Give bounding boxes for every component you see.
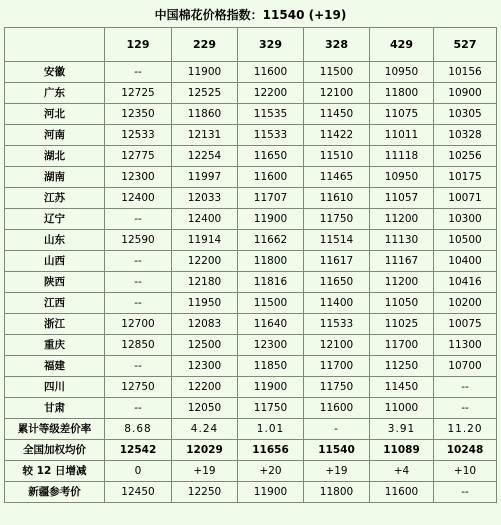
price-cell: 11617 bbox=[304, 251, 370, 272]
price-cell: 12700 bbox=[105, 314, 172, 335]
price-cell: 11997 bbox=[172, 167, 238, 188]
price-cell: 12254 bbox=[172, 146, 238, 167]
price-cell: 11535 bbox=[238, 104, 304, 125]
province-label: 甘肃 bbox=[5, 398, 105, 419]
price-cell: 12775 bbox=[105, 146, 172, 167]
summary-cell: 11656 bbox=[238, 440, 304, 461]
price-cell: -- bbox=[434, 377, 497, 398]
price-cell: 12300 bbox=[172, 356, 238, 377]
price-cell: 11900 bbox=[238, 377, 304, 398]
table-row bbox=[5, 398, 497, 419]
province-label: 福建 bbox=[5, 356, 105, 377]
price-cell: 12200 bbox=[172, 377, 238, 398]
price-cell: 11900 bbox=[238, 209, 304, 230]
price-cell: 11600 bbox=[238, 167, 304, 188]
table-body bbox=[5, 62, 497, 503]
cotton-price-table bbox=[4, 27, 497, 503]
province-label: 江苏 bbox=[5, 188, 105, 209]
price-cell: 12400 bbox=[105, 188, 172, 209]
table-row bbox=[5, 251, 497, 272]
price-cell: 11050 bbox=[370, 293, 434, 314]
price-cell: 11514 bbox=[304, 230, 370, 251]
price-cell: 12350 bbox=[105, 104, 172, 125]
price-cell: -- bbox=[105, 62, 172, 83]
price-cell: 11450 bbox=[304, 104, 370, 125]
price-cell: 12750 bbox=[105, 377, 172, 398]
header-col: 129 bbox=[105, 28, 172, 62]
price-cell: 12850 bbox=[105, 335, 172, 356]
table-row bbox=[5, 314, 497, 335]
header-col: 229 bbox=[172, 28, 238, 62]
price-cell: 11167 bbox=[370, 251, 434, 272]
price-cell: 11707 bbox=[238, 188, 304, 209]
summary-cell: 11900 bbox=[238, 482, 304, 503]
summary-cell: 12029 bbox=[172, 440, 238, 461]
province-label: 山西 bbox=[5, 251, 105, 272]
price-cell: 12131 bbox=[172, 125, 238, 146]
price-cell: 12180 bbox=[172, 272, 238, 293]
price-cell: 11200 bbox=[370, 272, 434, 293]
summary-cell: 11600 bbox=[370, 482, 434, 503]
table-row bbox=[5, 356, 497, 377]
price-cell: 12400 bbox=[172, 209, 238, 230]
summary-cell: +19 bbox=[304, 461, 370, 482]
header-col: 328 bbox=[304, 28, 370, 62]
price-cell: 11422 bbox=[304, 125, 370, 146]
price-cell: 11500 bbox=[304, 62, 370, 83]
summary-cell: 11089 bbox=[370, 440, 434, 461]
summary-cell: +20 bbox=[238, 461, 304, 482]
summary-row bbox=[5, 419, 497, 440]
price-cell: 12533 bbox=[105, 125, 172, 146]
table-row bbox=[5, 230, 497, 251]
summary-cell: 11800 bbox=[304, 482, 370, 503]
summary-row bbox=[5, 461, 497, 482]
province-label: 安徽 bbox=[5, 62, 105, 83]
price-cell: -- bbox=[105, 356, 172, 377]
price-cell: 10200 bbox=[434, 293, 497, 314]
price-cell: 11816 bbox=[238, 272, 304, 293]
header-col: 429 bbox=[370, 28, 434, 62]
table-row bbox=[5, 167, 497, 188]
province-label: 河北 bbox=[5, 104, 105, 125]
price-cell: 11400 bbox=[304, 293, 370, 314]
price-cell: -- bbox=[105, 272, 172, 293]
summary-label: 新疆参考价 bbox=[5, 482, 105, 503]
header-corner bbox=[5, 28, 105, 62]
price-cell: 11118 bbox=[370, 146, 434, 167]
price-cell: 12300 bbox=[105, 167, 172, 188]
price-cell: 12200 bbox=[172, 251, 238, 272]
price-cell: 10075 bbox=[434, 314, 497, 335]
summary-label: 全国加权均价 bbox=[5, 440, 105, 461]
price-cell: 12100 bbox=[304, 335, 370, 356]
price-cell: 12033 bbox=[172, 188, 238, 209]
summary-row bbox=[5, 440, 497, 461]
price-cell: 11600 bbox=[238, 62, 304, 83]
province-label: 浙江 bbox=[5, 314, 105, 335]
summary-row bbox=[5, 482, 497, 503]
price-cell: 10700 bbox=[434, 356, 497, 377]
table-row bbox=[5, 83, 497, 104]
price-cell: 10175 bbox=[434, 167, 497, 188]
price-cell: 11000 bbox=[370, 398, 434, 419]
price-cell: 12300 bbox=[238, 335, 304, 356]
province-label: 辽宁 bbox=[5, 209, 105, 230]
summary-cell: 1.01 bbox=[238, 419, 304, 440]
price-cell: 10256 bbox=[434, 146, 497, 167]
price-cell: 12050 bbox=[172, 398, 238, 419]
price-cell: 11750 bbox=[304, 209, 370, 230]
price-cell: 12200 bbox=[238, 83, 304, 104]
price-cell: 11510 bbox=[304, 146, 370, 167]
province-label: 湖北 bbox=[5, 146, 105, 167]
price-cell: 11250 bbox=[370, 356, 434, 377]
summary-cell: 12250 bbox=[172, 482, 238, 503]
province-label: 广东 bbox=[5, 83, 105, 104]
summary-cell: +10 bbox=[434, 461, 497, 482]
header-col: 329 bbox=[238, 28, 304, 62]
province-label: 陕西 bbox=[5, 272, 105, 293]
price-cell: 10400 bbox=[434, 251, 497, 272]
province-label: 湖南 bbox=[5, 167, 105, 188]
table-row bbox=[5, 188, 497, 209]
price-cell: 11465 bbox=[304, 167, 370, 188]
price-cell: 11750 bbox=[304, 377, 370, 398]
price-cell: 11650 bbox=[238, 146, 304, 167]
price-cell: -- bbox=[105, 398, 172, 419]
price-cell: 11300 bbox=[434, 335, 497, 356]
summary-cell: 12450 bbox=[105, 482, 172, 503]
province-label: 四川 bbox=[5, 377, 105, 398]
price-cell: 11640 bbox=[238, 314, 304, 335]
price-cell: 11800 bbox=[238, 251, 304, 272]
price-cell: 12500 bbox=[172, 335, 238, 356]
summary-label: 累计等级差价率 bbox=[5, 419, 105, 440]
price-cell: 11914 bbox=[172, 230, 238, 251]
price-cell: -- bbox=[434, 398, 497, 419]
price-cell: 11800 bbox=[370, 83, 434, 104]
summary-cell: +4 bbox=[370, 461, 434, 482]
price-cell: -- bbox=[105, 293, 172, 314]
price-cell: 12525 bbox=[172, 83, 238, 104]
price-cell: 12725 bbox=[105, 83, 172, 104]
price-cell: 11750 bbox=[238, 398, 304, 419]
price-cell: 11533 bbox=[304, 314, 370, 335]
summary-cell: 0 bbox=[105, 461, 172, 482]
price-cell: 11011 bbox=[370, 125, 434, 146]
price-cell: 11533 bbox=[238, 125, 304, 146]
price-cell: 10950 bbox=[370, 62, 434, 83]
price-cell: 11200 bbox=[370, 209, 434, 230]
header-row bbox=[5, 28, 497, 62]
price-cell: 11850 bbox=[238, 356, 304, 377]
summary-cell: - bbox=[304, 419, 370, 440]
table-row bbox=[5, 62, 497, 83]
price-cell: 12590 bbox=[105, 230, 172, 251]
price-cell: 11600 bbox=[304, 398, 370, 419]
price-cell: 11900 bbox=[172, 62, 238, 83]
summary-cell: 12542 bbox=[105, 440, 172, 461]
province-label: 河南 bbox=[5, 125, 105, 146]
table-row bbox=[5, 272, 497, 293]
price-cell: 10950 bbox=[370, 167, 434, 188]
price-cell: 10071 bbox=[434, 188, 497, 209]
summary-cell: +19 bbox=[172, 461, 238, 482]
price-cell: 11860 bbox=[172, 104, 238, 125]
price-cell: 10416 bbox=[434, 272, 497, 293]
province-label: 山东 bbox=[5, 230, 105, 251]
price-cell: 11075 bbox=[370, 104, 434, 125]
table-row bbox=[5, 335, 497, 356]
price-cell: 11610 bbox=[304, 188, 370, 209]
price-cell: 11450 bbox=[370, 377, 434, 398]
summary-cell: 11.20 bbox=[434, 419, 497, 440]
province-label: 江西 bbox=[5, 293, 105, 314]
price-cell: 10900 bbox=[434, 83, 497, 104]
price-cell: 10300 bbox=[434, 209, 497, 230]
price-cell: -- bbox=[105, 251, 172, 272]
header-col: 527 bbox=[434, 28, 497, 62]
price-cell: 11650 bbox=[304, 272, 370, 293]
price-cell: 11950 bbox=[172, 293, 238, 314]
table-row bbox=[5, 104, 497, 125]
price-cell: 10500 bbox=[434, 230, 497, 251]
summary-label: 较 12 日增减 bbox=[5, 461, 105, 482]
summary-cell: 11540 bbox=[304, 440, 370, 461]
page-title: 中国棉花价格指数：11540 (+19) bbox=[154, 8, 347, 22]
price-cell: 12083 bbox=[172, 314, 238, 335]
price-cell: 11662 bbox=[238, 230, 304, 251]
price-cell: 10328 bbox=[434, 125, 497, 146]
price-cell: 11130 bbox=[370, 230, 434, 251]
price-cell: 10156 bbox=[434, 62, 497, 83]
price-cell: 11500 bbox=[238, 293, 304, 314]
price-cell: 11057 bbox=[370, 188, 434, 209]
price-cell: 11025 bbox=[370, 314, 434, 335]
price-cell: 11700 bbox=[370, 335, 434, 356]
table-row bbox=[5, 146, 497, 167]
summary-cell: -- bbox=[434, 482, 497, 503]
summary-cell: 10248 bbox=[434, 440, 497, 461]
price-cell: 11700 bbox=[304, 356, 370, 377]
price-cell: 10305 bbox=[434, 104, 497, 125]
summary-cell: 8.68 bbox=[105, 419, 172, 440]
summary-cell: 3.91 bbox=[370, 419, 434, 440]
summary-cell: 4.24 bbox=[172, 419, 238, 440]
province-label: 重庆 bbox=[5, 335, 105, 356]
table-row bbox=[5, 293, 497, 314]
table-row bbox=[5, 209, 497, 230]
table-row bbox=[5, 377, 497, 398]
table-row bbox=[5, 125, 497, 146]
price-cell: 12100 bbox=[304, 83, 370, 104]
price-cell: -- bbox=[105, 209, 172, 230]
